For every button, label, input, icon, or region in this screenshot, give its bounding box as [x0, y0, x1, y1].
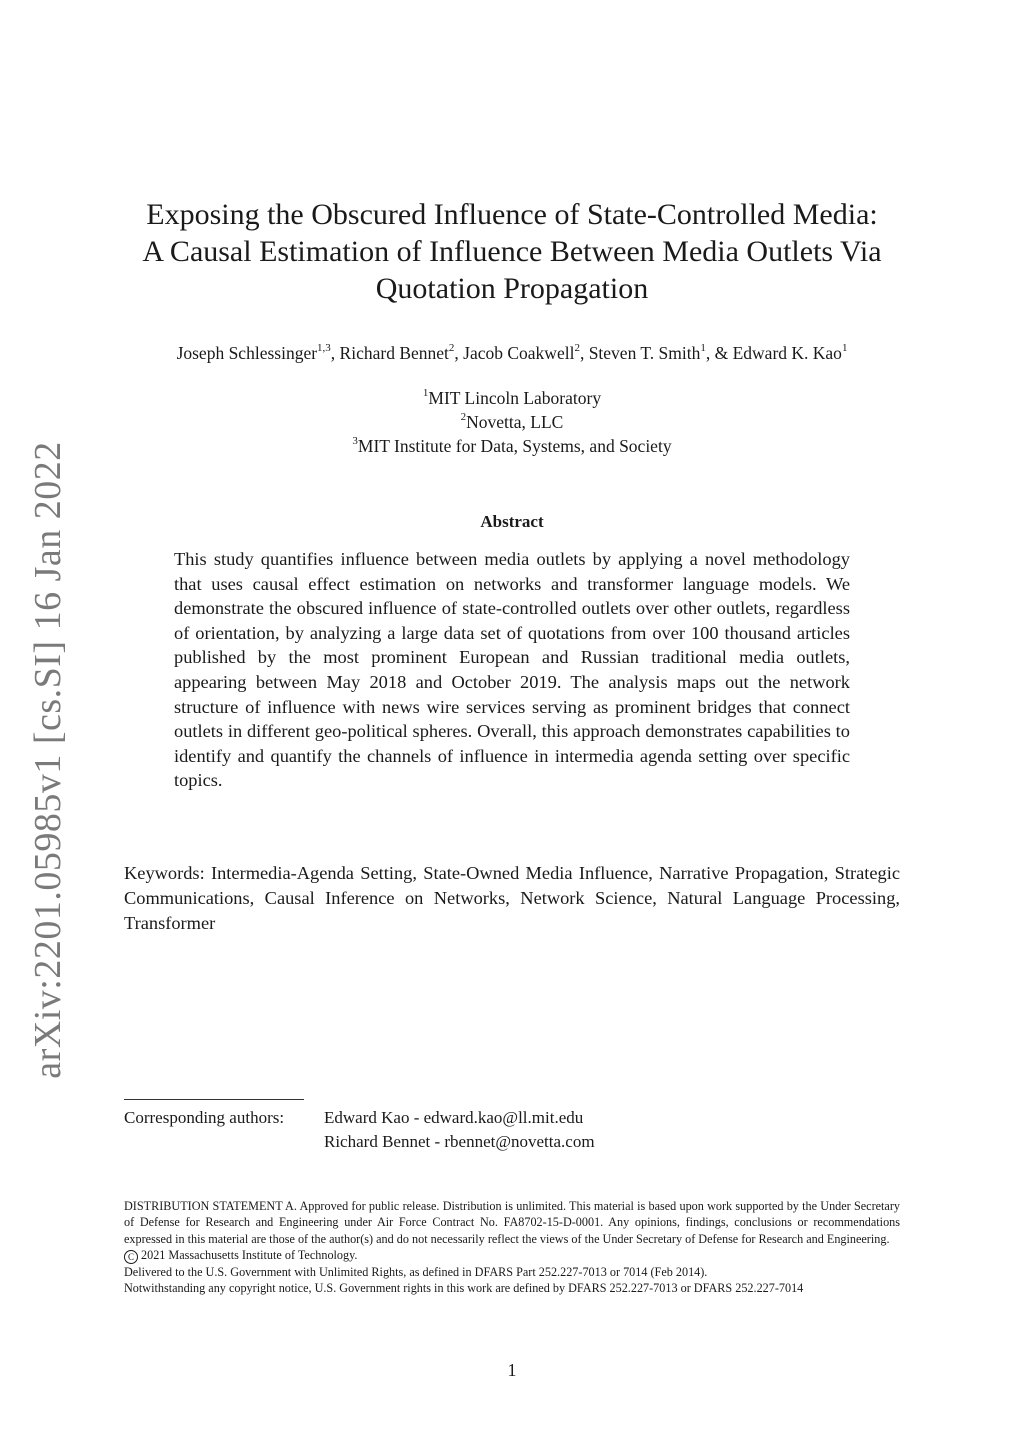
- distribution-statement-block: [124, 1198, 900, 1296]
- copyright-text: 2021 Massachusetts Institute of Technology.: [141, 1247, 358, 1262]
- affiliation-item: [200, 434, 824, 458]
- corresponding-label: Corresponding authors:: [124, 1108, 285, 1127]
- author-separator: ,: [330, 343, 340, 363]
- keywords-paragraph: Keywords: Intermedia-Agenda Setting, State-Owned Media Influence, Narrative Propagation, Strategic Communications, Causal Inference on Networks, Network Science, Natural Language Processing, Transformer: [124, 863, 900, 933]
- author-affiliation-mark: 2: [448, 342, 455, 355]
- affiliation-name: Novetta, LLC: [466, 412, 564, 432]
- author-name: Steven T. Smith: [588, 343, 701, 363]
- affiliation-mark: 3: [352, 435, 358, 448]
- affiliation-list: [200, 386, 824, 458]
- distribution-statement: DISTRIBUTION STATEMENT A. Approved for public release. Distribution is unlimited. This material is based upon work supported by the Under Secretary of Defense for Research and Engineering under Air Force Contract No. FA8702-15-D-0001. Any opinions, findings, conclusions or recommendations expressed in this material are those of the author(s) and do not necessarily reflect the views of the Under Secretary of Defense for Research and Engineering.: [124, 1199, 900, 1246]
- affiliation-name: MIT Institute for Data, Systems, and Society: [357, 436, 672, 456]
- corresponding-entry: Richard Bennet - rbennet@novetta.com: [324, 1132, 595, 1151]
- author-separator: , &: [705, 343, 733, 363]
- affiliation-mark: 1: [422, 387, 429, 400]
- arxiv-identifier-stamp: arXiv:2201.05985v1 [cs.SI] 16 Jan 2022: [27, 441, 69, 1079]
- title-line-3: Quotation Propagation: [375, 272, 649, 305]
- delivered-line: Delivered to the U.S. Government with Unlimited Rights, as defined in DFARS Part 252.227-7013 or 7014 (Feb 2014).: [124, 1264, 708, 1279]
- corresponding-entry: Edward Kao - edward.kao@ll.mit.edu: [324, 1108, 584, 1127]
- notwithstanding-line: Notwithstanding any copyright notice, U.S. Government rights in this work are defined by DFARS 252.227-7013 or DFARS 252.227-7014: [124, 1281, 804, 1296]
- footnote-rule: [124, 1099, 304, 1100]
- corresponding-label-spacer: [124, 1130, 324, 1154]
- author-affiliation-mark: 2: [574, 342, 580, 355]
- copyright-line: [124, 1247, 900, 1264]
- author-separator: ,: [579, 343, 589, 363]
- paper-title: [120, 196, 904, 307]
- abstract-body: This study quantifies influence between media outlets by applying a novel methodology that uses causal effect estimation on networks and transformer language models. We demonstrate the obscured influence of state-controlled outlets over other outlets, regardless of orientation, by analyzing a large data set of quotations from over 100 thousand articles published by the most prominent European and Russian traditional media outlets, appearing between May 2018 and October 2019. The analysis maps out the network structure of influence with news wire services serving as prominent bridges that connect outlets in different geo-political spheres. Overall, this approach demonstrates capabilities to identify and quantify the channels of influence in intermedia agenda setting over specific topics.: [174, 549, 850, 791]
- author-separator: ,: [454, 343, 464, 363]
- affiliation-name: MIT Lincoln Laboratory: [428, 388, 602, 408]
- corresponding-authors: [124, 1106, 904, 1154]
- author-affiliation-mark: 1,3: [317, 342, 331, 355]
- author-list: [80, 341, 944, 365]
- affiliation-mark: 2: [460, 411, 467, 424]
- affiliation-item: [200, 410, 824, 434]
- author-name: Jacob Coakwell: [463, 343, 575, 363]
- title-line-1: Exposing the Obscured Influence of State-Controlled Media:: [146, 198, 878, 231]
- author-name: Edward K. Kao: [732, 343, 842, 363]
- author-affiliation-mark: 1: [841, 342, 848, 355]
- corresponding-row: [124, 1106, 904, 1130]
- author-affiliation-mark: 1: [700, 342, 706, 355]
- title-line-2: A Causal Estimation of Influence Between Media Outlets Via: [142, 235, 882, 268]
- affiliation-item: [200, 386, 824, 410]
- abstract-heading: Abstract: [480, 512, 544, 531]
- author-name: Joseph Schlessinger: [176, 343, 318, 363]
- corresponding-row: [124, 1130, 904, 1154]
- author-name: Richard Bennet: [339, 343, 449, 363]
- page-number: 1: [507, 1360, 517, 1380]
- copyright-icon: C: [124, 1250, 138, 1264]
